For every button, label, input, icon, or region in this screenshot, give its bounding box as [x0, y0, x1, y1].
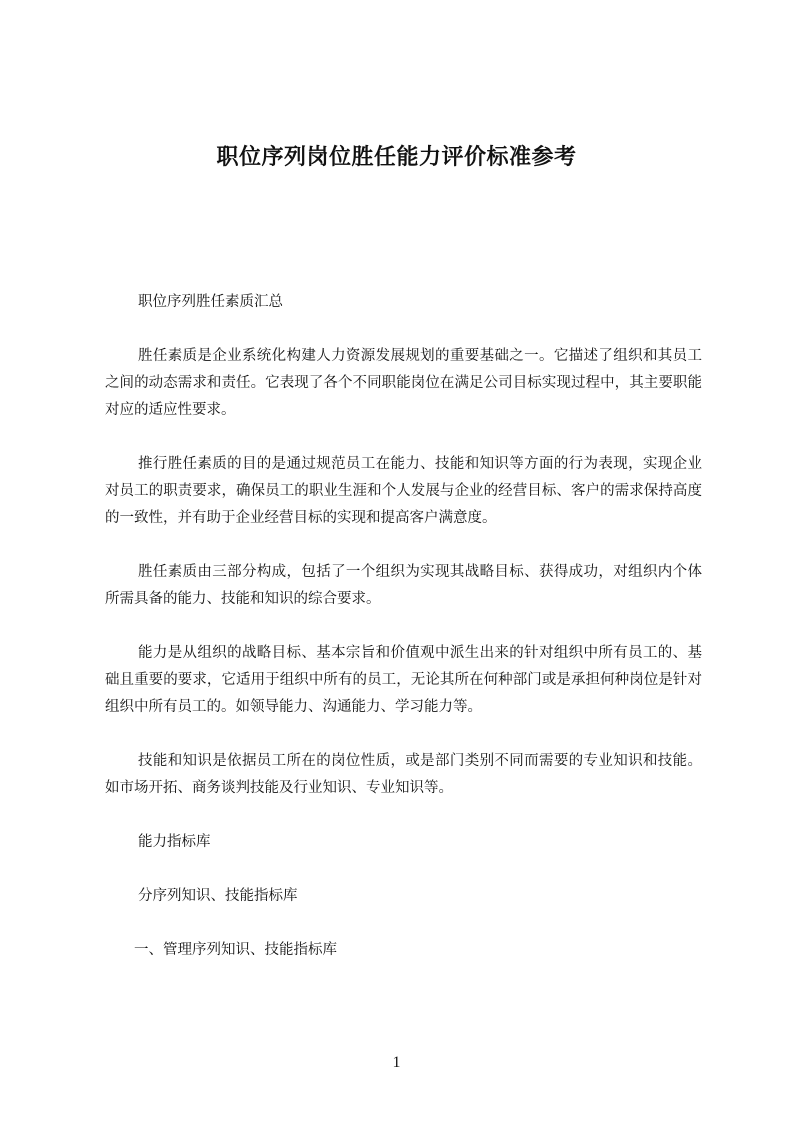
document-body [105, 289, 702, 991]
paragraph-ability-definition: 能力是从组织的战略目标、基本宗旨和价值观中派生出来的针对组织中所有员工的、基础且重要的要求，它适用于组织中所有的员工，无论其所在何种部门或是承担何种岗位是针对组织中所有员工的。如领导能力、沟通能力、学习能力等。 [105, 645, 702, 715]
paragraph-skills-knowledge: 技能和知识是依据员工所在的岗位性质，或是部门类别不同而需要的专业知识和技能。如市场开拓、商务谈判技能及行业知识、专业知识等。 [105, 753, 702, 796]
paragraph-competency-definition: 胜任素质是企业系统化构建人力资源发展规划的重要基础之一。它描述了组织和其员工之间的动态需求和责任。它表现了各个不同职能岗位在满足公司目标实现过程中，其主要职能对应的适应性要求。 [105, 348, 702, 418]
subheading-sequence-library: 分序列知识、技能指标库 [138, 888, 298, 904]
subheading-management-library: 一、管理序列知识、技能指标库 [134, 942, 337, 958]
section-heading: 职位序列胜任素质汇总 [138, 294, 283, 310]
page-number: 1 [392, 1054, 401, 1071]
paragraph-competency-purpose: 推行胜任素质的目的是通过规范员工在能力、技能和知识等方面的行为表现，实现企业对员工的职责要求，确保员工的职业生涯和个人发展与企业的经营目标、客户的需求保持高度的一致性，并有助于企业经营目标的实现和提高客户满意度。 [105, 456, 702, 526]
subheading-ability-library: 能力指标库 [138, 834, 211, 850]
document-title: 职位序列岗位胜任能力评价标准参考 [216, 145, 577, 170]
paragraph-competency-structure: 胜任素质由三部分构成，包括了一个组织为实现其战略目标、获得成功，对组织内个体所需具备的能力、技能和知识的综合要求。 [105, 564, 702, 607]
